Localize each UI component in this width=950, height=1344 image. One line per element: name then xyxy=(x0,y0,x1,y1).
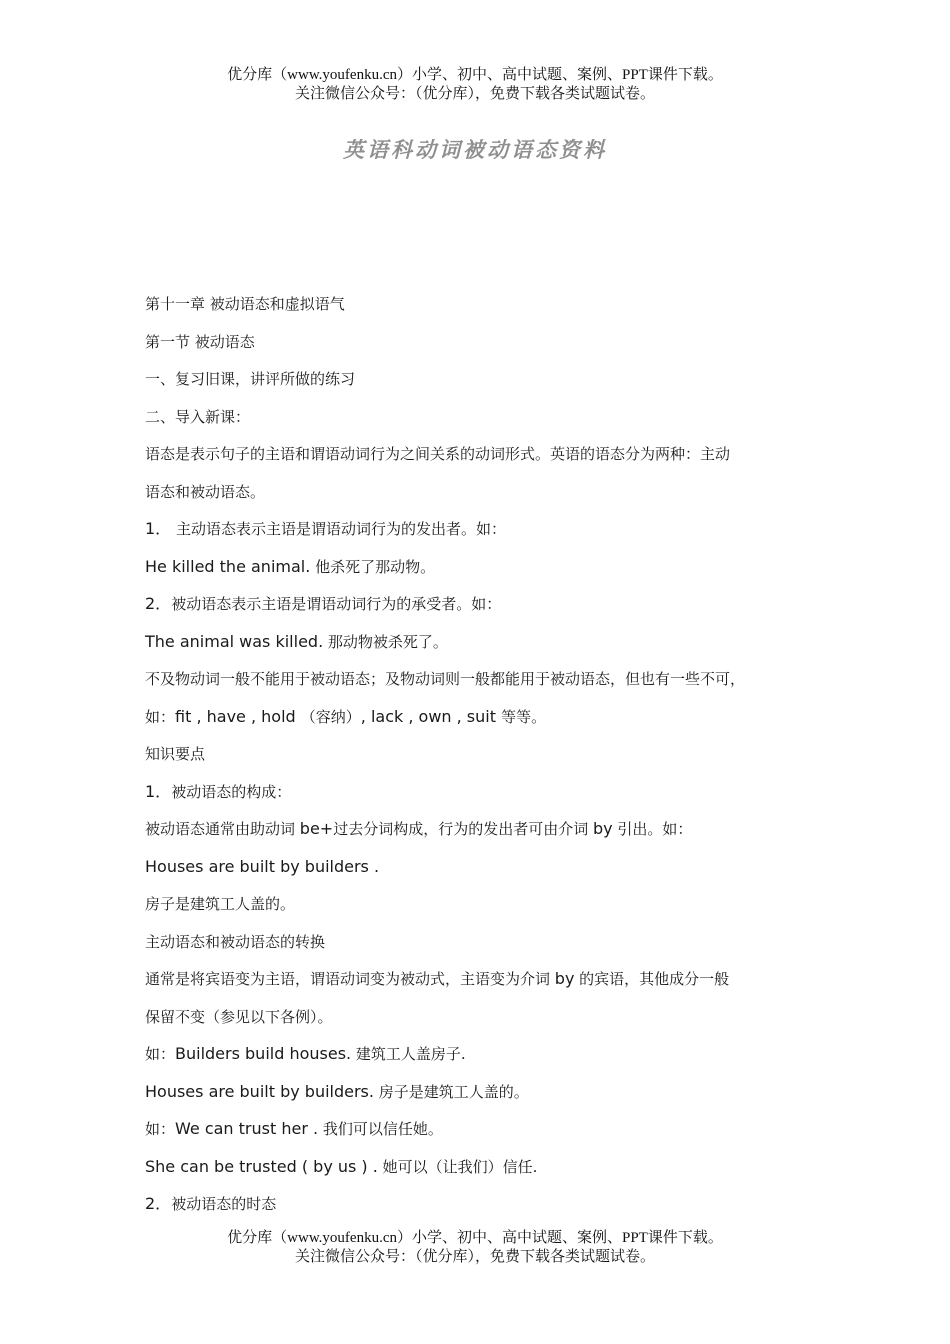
paragraph-line: 不及物动词一般不能用于被动语态；及物动词则一般都能用于被动语态，但也有一些不可， xyxy=(145,670,746,688)
footer-line-1: 优分库（www.youfenku.cn）小学、初中、高中试题、案例、PPT课件下载。 xyxy=(227,1230,723,1246)
header-line-2: 关注微信公众号：（优分库），免费下载各类试题试卷。 xyxy=(294,86,655,102)
example-sentence: 如：We can trust her . 我们可以信任她。 xyxy=(145,1119,443,1138)
subheading: 知识要点 xyxy=(145,745,206,763)
paragraph-line: 如：fit , have , hold （容纳）, lack , own , suit 等等。 xyxy=(145,706,547,726)
example-sentence: 如：Builders build houses. 建筑工人盖房子. xyxy=(145,1044,466,1063)
paragraph-line: 一、复习旧课，讲评所做的练习 xyxy=(145,370,356,388)
example-sentence: Houses are built by builders. 房子是建筑工人盖的。 xyxy=(145,1081,529,1101)
paragraph-line: 语态和被动语态。 xyxy=(145,482,266,501)
paragraph-line: 语态是表示句子的主语和谓语动词行为之间关系的动词形式。英语的语态分为两种：主动 xyxy=(145,445,731,463)
page-footer xyxy=(0,1229,950,1267)
example-sentence: She can be trusted ( by us ) . 她可以（让我们）信任. xyxy=(145,1156,538,1176)
page-header xyxy=(0,66,950,104)
paragraph-line: 二、导入新课： xyxy=(145,407,251,426)
paragraph-line: 保留不变（参见以下各例）。 xyxy=(145,1007,333,1026)
example-sentence: He killed the animal. 他杀死了那动物。 xyxy=(145,556,436,576)
paragraph-line: 1． 主动语态表示主语是谓语动词行为的发出者。如： xyxy=(145,519,506,538)
paragraph-line: 被动语态通常由助动词 be+过去分词构成，行为的发出者可由介词 by 引出。如： xyxy=(145,819,693,838)
paragraph-line: 2．被动语态表示主语是谓语动词行为的承受者。如： xyxy=(145,594,502,613)
chapter-heading: 第十一章 被动语态和虚拟语气 xyxy=(145,295,345,313)
paragraph-line: 房子是建筑工人盖的。 xyxy=(145,895,296,913)
subheading: 主动语态和被动语态的转换 xyxy=(145,932,326,951)
document-body xyxy=(145,290,825,1228)
example-sentence: Houses are built by builders . xyxy=(145,856,380,876)
paragraph-line: 2．被动语态的时态 xyxy=(145,1194,277,1213)
paragraph-line: 通常是将宾语变为主语，谓语动词变为被动式，主语变为介词 by 的宾语，其他成分一般 xyxy=(145,969,730,988)
paragraph-line: 1．被动语态的构成： xyxy=(145,781,292,801)
header-line-1: 优分库（www.youfenku.cn）小学、初中、高中试题、案例、PPT课件下载。 xyxy=(227,67,723,83)
example-sentence: The animal was killed. 那动物被杀死了。 xyxy=(145,631,448,651)
footer-line-2: 关注微信公众号：（优分库），免费下载各类试题试卷。 xyxy=(294,1249,655,1265)
section-heading: 第一节 被动语态 xyxy=(145,332,255,351)
document-title: 英语科动词被动语态资料 xyxy=(343,137,607,162)
